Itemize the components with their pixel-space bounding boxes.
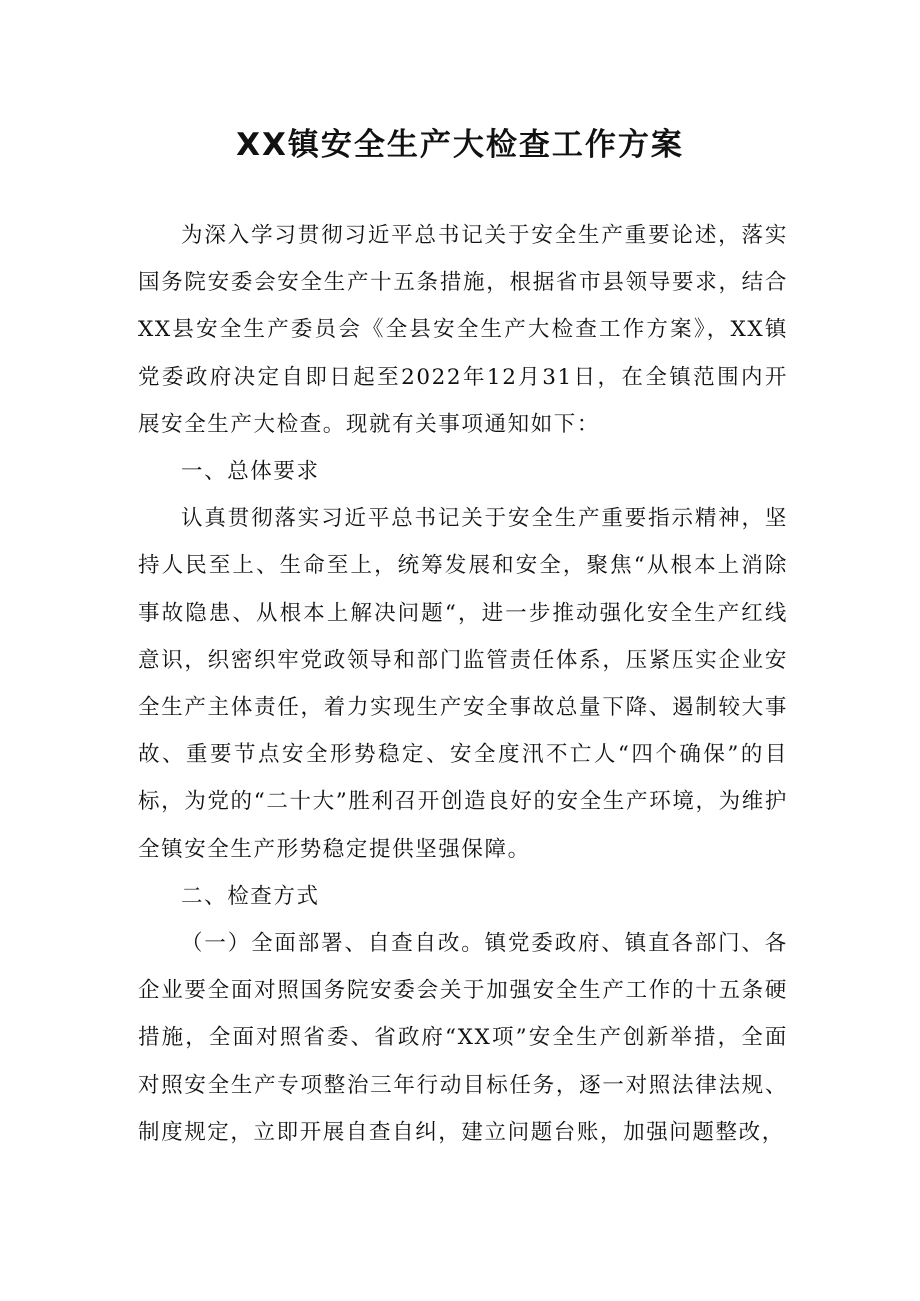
document-body (138, 212, 788, 1156)
general-requirements-paragraph: 认真贯彻落实习近平总书记关于安全生产重要指示精神，坚持人民至上、生命至上，统筹发展和安全，聚焦“从根本上消除事故隐患、从根本上解决问题“，进一步推动强化安全生产红线意识，织密织牢党政领导和部门监管责任体系，压紧压实企业安全生产主体责任，着力实现生产安全事故总量下降、遏制较大事故、重要节点安全形势稳定、安全度汛不亡人“四个确保”的目标，为党的“二十大”胜利召开创造良好的安全生产环境，为维护全镇安全生产形势稳定提供坚强保障。 (138, 506, 788, 862)
section-heading-general-requirements: 一、总体要求 (181, 459, 320, 485)
inspection-method-item-1: （一）全面部署、自查自改。镇党委政府、镇直各部门、各企业要全面对照国务院安委会关于加强安全生产工作的十五条硬措施，全面对照省委、省政府“XX项”安全生产创新举措，全面对照安全生产专项整治三年行动目标任务，逐一对照法律法规、制度规定，立即开展自查自纠，建立问题台账，加强问题整改， (138, 931, 788, 1145)
document-title: XX镇安全生产大检查工作方案 (236, 127, 684, 163)
intro-paragraph: 为深入学习贯彻习近平总书记关于安全生产重要论述，落实国务院安委会安全生产十五条措施，根据省市县领导要求，结合XX县安全生产委员会《全县安全生产大检查工作方案》，XX镇党委政府决定自即日起至2022年12月31日，在全镇范围内开展安全生产大检查。现就有关事项通知如下： (138, 223, 788, 437)
section-heading-inspection-methods: 二、检查方式 (181, 883, 320, 909)
